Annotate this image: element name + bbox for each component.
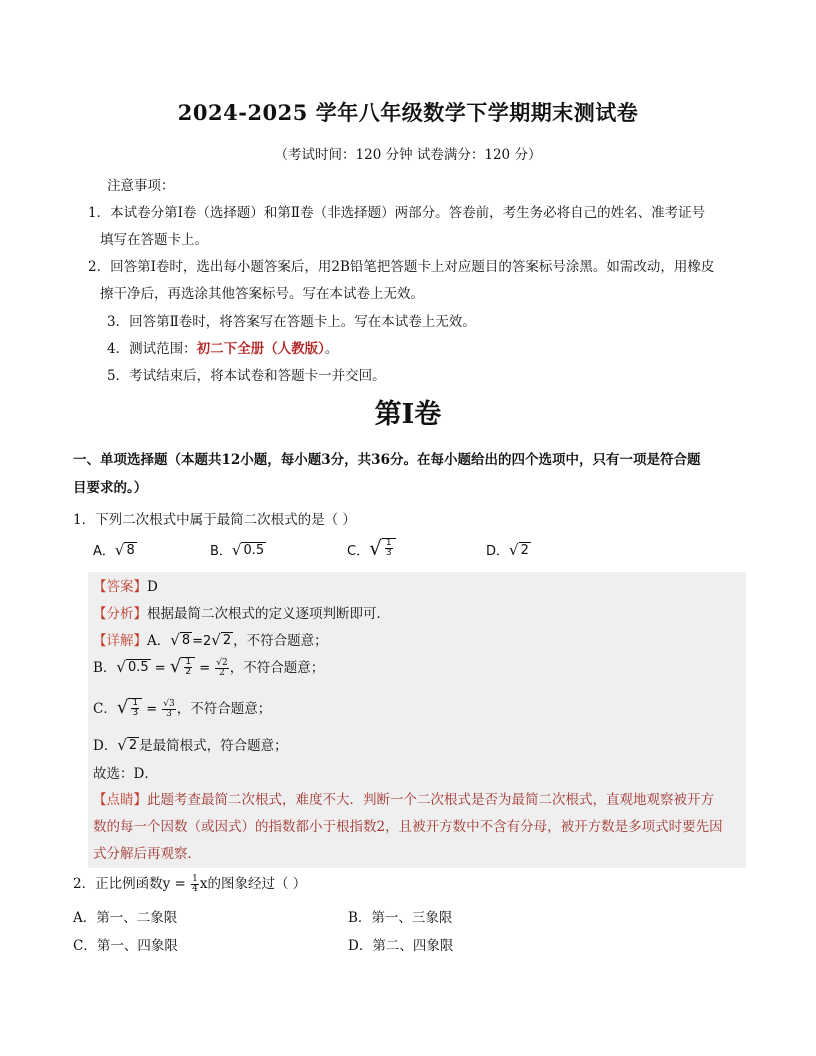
- q2-option-a: A．第一、二象限: [73, 910, 178, 926]
- note-2-line-2: 擦干净后，再选涂其他答案标号。写在本试卷上无效。: [100, 286, 424, 302]
- solution-comment-line-1: 【点睛】此题考查最简二次根式，难度不大．判断一个二次根式是否为最简二次根式，直观地观察被开方: [93, 792, 714, 808]
- analysis-tag: 【分析】: [93, 606, 147, 622]
- q2-stem: 2．正比例函数y = $\frac{1}{4}$ x的图象经过（ ）: [73, 874, 307, 894]
- solution-comment-line-3: 式分解后再观察．: [93, 846, 201, 862]
- exam-subtitle: （考试时间：120 分钟 试卷满分：120 分）: [274, 147, 542, 163]
- solution-answer: 【答案】D: [93, 579, 158, 595]
- solution-detail-d: D． √ 2 是最简根式，符合题意；: [93, 736, 288, 754]
- solution-analysis: 【分析】根据最简二次根式的定义逐项判断即可．: [93, 606, 390, 622]
- q1-option-a: A． √ 8: [93, 541, 135, 559]
- note-4: [107, 337, 338, 357]
- note-2-line-1: 2．回答第Ⅰ卷时，选出每小题答案后，用2B铅笔把答题卡上对应题目的答案标号涂黑。如需改动，用橡皮: [88, 259, 715, 275]
- solution-detail-c: C． √ $\frac{1}{3}$ = $\frac{√3}{3}$ ，不符合题意；: [93, 697, 272, 719]
- q2-option-c: C．第一、四象限: [73, 938, 178, 954]
- q1-option-b: B． √ 0.5: [210, 541, 265, 559]
- comment-tag: 【点睛】: [93, 792, 147, 808]
- q2-option-b: B．第一、三象限: [348, 910, 453, 926]
- solution-detail-b: B． √ 0.5 = √ $\frac{1}{2}$ = $\frac{√2}{2}$ ，不符合题意；: [93, 656, 325, 678]
- note-1-line-1: 1．本试卷分第Ⅰ卷（选择题）和第Ⅱ卷（非选择题）两部分。答卷前，考生务必将自己的姓名、准考证号: [88, 205, 706, 221]
- note-4-scope: 初二下全册（人教版）: [196, 341, 325, 357]
- note-5: 5．考试结束后，将本试卷和答题卡一并交回。: [107, 368, 386, 384]
- q1-option-c: C． √ $\frac{1}{3}$: [347, 536, 396, 560]
- answer-tag: 【答案】: [93, 579, 147, 595]
- solution-detail-a: 【详解】A． √ 8 =2 √ 2 ，不符合题意；: [93, 631, 328, 649]
- section-heading-line-2: 目要求的。）: [73, 480, 148, 496]
- q1-stem: 1．下列二次根式中属于最简二次根式的是（ ）: [73, 512, 356, 528]
- q2-option-d: D．第二、四象限: [348, 938, 454, 954]
- solution-choice: 故选：D．: [93, 766, 158, 782]
- solution-comment-line-2: 数的每一个因数（或因式）的指数都小于根指数2，且被开方数中不含有分母，被开方数是多项式时要先因: [93, 819, 723, 835]
- note-4-suffix: 。: [324, 341, 339, 357]
- q1-option-d: D． √ 2: [486, 541, 529, 559]
- detail-tag: 【详解】: [93, 633, 147, 649]
- note-4-prefix: 4．测试范围：: [107, 341, 197, 357]
- volume-title: 第Ⅰ卷: [374, 399, 442, 430]
- note-3: 3．回答第Ⅱ卷时，将答案写在答题卡上。写在本试卷上无效。: [107, 314, 476, 330]
- exam-title: 2024-2025 学年八年级数学下学期期末测试卷: [177, 100, 639, 125]
- notes-heading: 注意事项：: [107, 178, 175, 194]
- section-heading-line-1: 一、单项选择题（本题共12小题，每小题3分，共36分。在每小题给出的四个选项中，只有一项是符合题: [73, 452, 701, 468]
- note-1-line-2: 填写在答题卡上。: [100, 232, 208, 248]
